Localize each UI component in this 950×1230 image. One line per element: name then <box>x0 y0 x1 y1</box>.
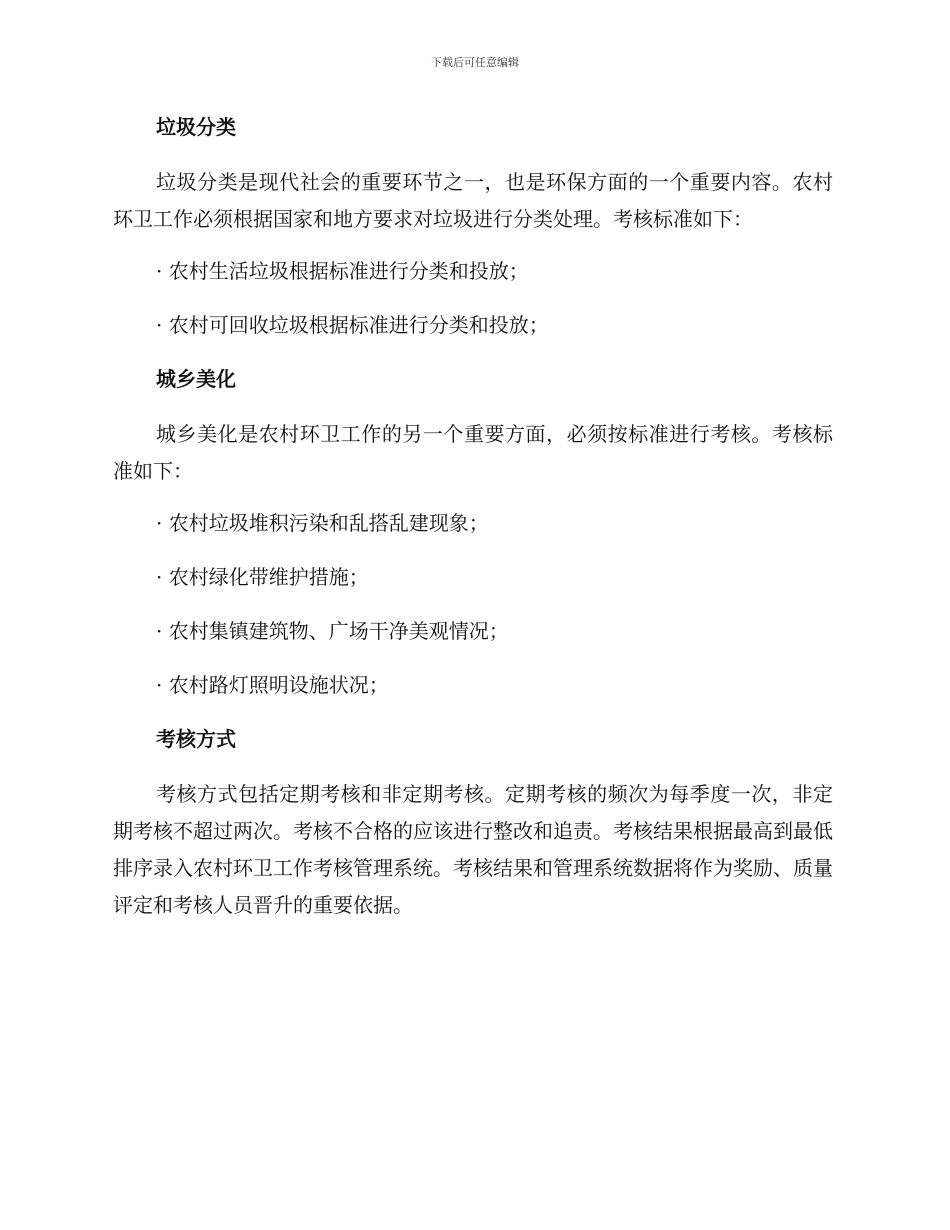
bullet-item: · 农村绿化带维护措施； <box>156 565 369 589</box>
bullet-item: · 农村可回收垃圾根据标准进行分类和投放； <box>156 313 549 337</box>
section-paragraph: 垃圾分类是现代社会的重要环节之一，也是环保方面的一个重要内容。农村环卫工作必须根据国家和地方要求对垃圾进行分类处理。考核标准如下： <box>113 170 833 231</box>
bullet-item: · 农村生活垃圾根据标准进行分类和投放； <box>156 259 529 283</box>
section-heading: 垃圾分类 <box>156 115 236 139</box>
bullet-item: · 农村垃圾堆积污染和乱搭乱建现象； <box>156 511 489 535</box>
section-heading: 考核方式 <box>156 727 236 751</box>
section-paragraph: 考核方式包括定期考核和非定期考核。定期考核的频次为每季度一次，非定期考核不超过两次。考核不合格的应该进行整改和追责。考核结果根据最高到最低排序录入农村环卫工作考核管理系统。考核结果和管理系统数据将作为奖励、质量评定和考核人员晋升的重要依据。 <box>113 782 833 917</box>
document-body <box>113 110 833 940</box>
section-urban-rural-beautification <box>113 362 833 722</box>
section-garbage-sorting <box>113 110 833 362</box>
bullet-item: · 农村路灯照明设施状况； <box>156 673 389 697</box>
header-note: 下载后可任意编辑 <box>431 56 519 69</box>
section-assessment-method <box>113 722 833 924</box>
section-paragraph: 城乡美化是农村环卫工作的另一个重要方面，必须按标准进行考核。考核标准如下： <box>113 422 833 483</box>
bullet-item: · 农村集镇建筑物、广场干净美观情况； <box>156 619 509 643</box>
section-heading: 城乡美化 <box>156 367 236 391</box>
